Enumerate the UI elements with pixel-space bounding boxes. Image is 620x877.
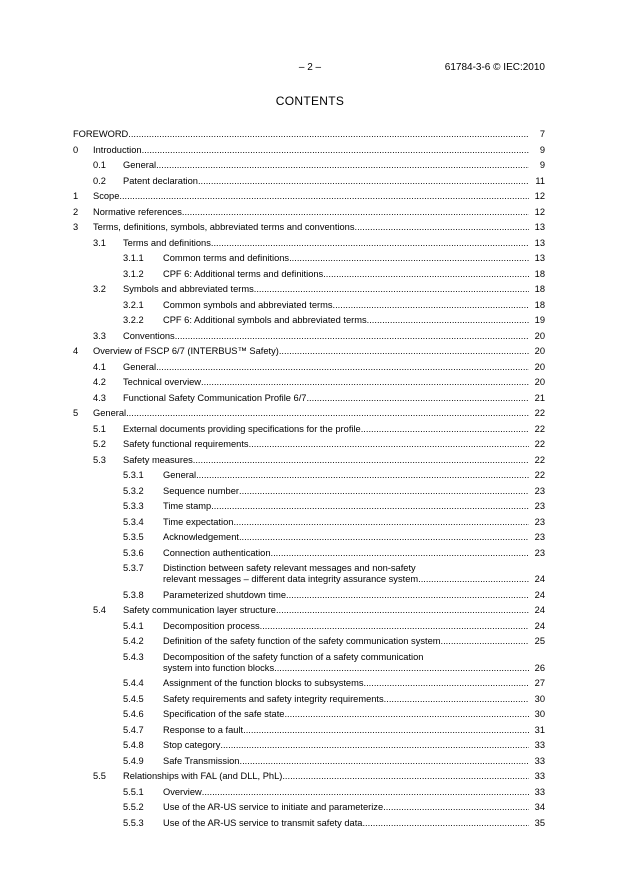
toc-title: General (123, 160, 157, 170)
toc-page-number: 23 (534, 501, 545, 511)
toc-number: 3.2 (93, 284, 106, 294)
toc-number: 3 (73, 222, 79, 232)
toc-page-number: 24 (534, 589, 545, 600)
dot-leader (323, 268, 529, 280)
toc-number: 5.4.5 (123, 693, 144, 704)
toc-page-number: 20 (534, 330, 545, 341)
toc-number: 5.3 (93, 454, 106, 465)
toc-number: 2 (73, 206, 79, 217)
toc-title-line: Decomposition of the safety function of a safety communication (163, 651, 424, 662)
toc-page-number: 23 (534, 485, 545, 496)
toc-number: 5.3.8 (123, 589, 144, 600)
toc-page-number: 30 (534, 693, 545, 704)
toc-page-number: 24 (534, 620, 545, 631)
dot-leader (276, 604, 529, 616)
toc-page-number: 23 (534, 516, 545, 527)
toc-page-number: 22 (534, 423, 545, 434)
toc-page-number: 11 (535, 175, 545, 186)
toc-title: Terms and definitions (123, 237, 211, 248)
dot-leader (211, 237, 529, 249)
toc-page-number: 20 (534, 346, 545, 356)
toc-page-number: 22 (534, 454, 545, 465)
toc-number: 5.1 (93, 423, 106, 434)
toc-page-number: 12 (534, 206, 545, 217)
toc-title: Specification of the safe state (163, 709, 285, 719)
toc-number: 5.4.7 (123, 724, 144, 735)
toc-number: 5.4.4 (123, 678, 144, 688)
toc-title: Safety functional requirements (123, 439, 249, 449)
toc-number: 5.4.2 (123, 636, 144, 646)
dot-leader (441, 635, 530, 647)
toc-title: Safety communication layer structure (123, 605, 276, 615)
toc-page-number: 21 (534, 392, 545, 403)
dot-leader (383, 801, 529, 813)
toc-number: 3.1 (93, 237, 106, 248)
toc-page-number: 33 (534, 755, 545, 766)
dot-leader (286, 589, 529, 601)
toc-page-number: 35 (534, 817, 545, 828)
toc-number: 5.3.5 (123, 532, 144, 542)
toc-page-number: 30 (534, 709, 545, 719)
toc-title: CPF 6: Additional symbols and abbreviated terms (163, 315, 367, 325)
toc-number: 3.2.2 (123, 315, 144, 325)
dot-leader (354, 221, 529, 233)
toc-number: 5.5.3 (123, 817, 144, 828)
dot-leader (418, 573, 529, 585)
toc-page-number: 33 (534, 740, 545, 750)
toc-title: Conventions (123, 330, 175, 341)
toc-page-number: 24 (534, 605, 545, 615)
toc-title: Sequence number (163, 485, 239, 496)
dot-leader (156, 361, 529, 373)
toc-number: 3.1.2 (123, 268, 144, 279)
toc-number: 5.3.1 (123, 470, 144, 480)
toc-page-number: 9 (539, 144, 545, 155)
toc-page-number: 7 (539, 129, 545, 139)
dot-leader (306, 392, 529, 404)
toc-title: Safety measures (123, 454, 193, 465)
toc-title: Symbols and abbreviated terms (123, 284, 254, 294)
toc-number: 5.4.3 (123, 651, 144, 662)
toc-number: 5.4.9 (123, 755, 144, 766)
toc-page-number: 22 (534, 408, 545, 418)
dot-leader (239, 755, 529, 767)
toc-page-number: 13 (534, 222, 545, 232)
toc-number: 0.1 (93, 160, 106, 170)
toc-number: 5.3.2 (123, 485, 144, 496)
toc-title: Relationships with FAL (and DLL, PhL) (123, 771, 283, 781)
toc-title: Introduction (93, 144, 142, 155)
toc-page-number: 20 (534, 361, 545, 372)
toc-title: Parameterized shutdown time (163, 589, 286, 600)
toc-number: 5.3.3 (123, 501, 144, 511)
toc-page-number: 13 (534, 237, 545, 248)
page-number: – 2 – (298, 62, 322, 73)
toc-number: 5 (73, 408, 79, 418)
dot-leader (243, 724, 529, 736)
toc-number: 5.3.4 (123, 516, 144, 527)
toc-title-line: Distinction between safety relevant messages and non-safety (163, 563, 416, 573)
toc-title: Use of the AR-US service to initiate and parameterize (163, 802, 384, 812)
toc-number: 5.4 (93, 605, 106, 615)
toc-number: 4.1 (93, 361, 106, 372)
dot-leader (196, 469, 529, 481)
dot-leader (271, 547, 529, 559)
toc-title: General (123, 361, 157, 372)
toc-title: Time expectation (163, 516, 234, 527)
dot-leader (156, 159, 529, 171)
toc-number: 3.2.1 (123, 299, 144, 310)
toc-number: 0.2 (93, 175, 106, 186)
toc-page-number: 25 (534, 636, 545, 646)
toc-number: 5.4.6 (123, 709, 144, 719)
dot-leader (249, 438, 529, 450)
toc-number: 5.4.1 (123, 620, 144, 631)
toc-number: 5.5.2 (123, 802, 144, 812)
toc-page-number: 9 (539, 160, 545, 170)
dot-leader (126, 407, 529, 419)
toc-page-number: 22 (534, 470, 545, 480)
dot-leader (332, 299, 529, 311)
dot-leader (239, 485, 529, 497)
toc-title: Terms, definitions, symbols, abbreviated terms and conventions (93, 222, 355, 232)
dot-leader (182, 206, 529, 218)
dot-leader (282, 770, 529, 782)
toc-number: 4 (73, 346, 79, 356)
toc-title: Normative references (93, 206, 182, 217)
toc-number: 5.3.6 (123, 547, 144, 558)
toc-page-number: 22 (534, 439, 545, 449)
toc-page-number: 18 (534, 299, 545, 310)
toc-page-number: 13 (534, 253, 545, 263)
dot-leader (367, 314, 529, 326)
toc-title: Safety requirements and safety integrity requirements (163, 693, 384, 704)
toc-title: Patent declaration (123, 175, 198, 186)
toc-number: 4.2 (93, 377, 106, 387)
dot-leader (220, 739, 529, 751)
dot-leader (279, 345, 529, 357)
dot-leader (362, 817, 529, 829)
toc-title: Overview (163, 786, 202, 797)
toc-title: Technical overview (123, 377, 202, 387)
toc-title: Scope (93, 191, 120, 201)
toc-page-number: 19 (534, 315, 545, 325)
toc-number: 5.5 (93, 771, 106, 781)
toc-page-number: 20 (534, 377, 545, 387)
dot-leader (211, 500, 529, 512)
toc-page-number: 31 (534, 724, 545, 735)
toc-page-number: 24 (534, 574, 545, 584)
toc-page-number: 33 (534, 771, 545, 781)
dot-leader (361, 423, 529, 435)
dot-leader (254, 283, 529, 295)
toc-title: Response to a fault (163, 724, 244, 735)
dot-leader (233, 516, 529, 528)
toc-page-number: 23 (534, 532, 545, 542)
toc-title: Time stamp (163, 501, 212, 511)
toc-title: Definition of the safety function of the safety communication system (163, 636, 441, 646)
toc-number: 5.3.7 (123, 563, 144, 573)
toc-title: Decomposition process (163, 620, 260, 631)
dot-leader (142, 144, 529, 156)
toc-title: Functional Safety Communication Profile 6/7 (123, 392, 307, 403)
dot-leader (260, 620, 529, 632)
dot-leader (128, 128, 529, 140)
toc-title: CPF 6: Additional terms and definitions (163, 268, 324, 279)
dot-leader (198, 175, 529, 187)
dot-leader (274, 662, 529, 674)
toc-title: General (163, 470, 197, 480)
toc-number: 5.5.1 (123, 786, 144, 797)
toc-title: External documents providing specifications for the profile (123, 423, 361, 434)
toc-title: Connection authentication (163, 547, 271, 558)
toc-title: Common terms and definitions (163, 253, 290, 263)
toc-title: FOREWORD (73, 129, 129, 139)
toc-page-number: 33 (534, 786, 545, 797)
toc-title: Assignment of the function blocks to subsystems (163, 678, 364, 688)
toc-page-number: 18 (534, 268, 545, 279)
dot-leader (284, 708, 529, 720)
toc-title: system into function blocks (163, 662, 275, 673)
toc-page-number: 12 (534, 191, 545, 201)
contents-title: CONTENTS (275, 94, 345, 108)
toc-number: 0 (73, 144, 79, 155)
dot-leader (289, 252, 529, 264)
dot-leader (193, 454, 529, 466)
toc-page-number: 18 (534, 284, 545, 294)
toc-title: Stop category (163, 740, 221, 750)
toc-page-number: 27 (534, 678, 545, 688)
toc-number: 1 (73, 191, 79, 201)
dot-leader (175, 330, 529, 342)
dot-leader (202, 786, 529, 798)
toc-number: 3.3 (93, 330, 106, 341)
toc-title: Use of the AR-US service to transmit safety data (163, 817, 363, 828)
toc-title: Overview of FSCP 6/7 (INTERBUS™ Safety) (93, 346, 279, 356)
toc-title: Safe Transmission (163, 755, 240, 766)
toc-title: Acknowledgement (163, 532, 239, 542)
toc-page-number: 26 (534, 662, 545, 673)
toc-number: 4.3 (93, 392, 106, 403)
toc-title: Common symbols and abbreviated terms (163, 299, 333, 310)
toc-page-number: 34 (534, 802, 545, 812)
toc-number: 3.1.1 (123, 253, 144, 263)
dot-leader (384, 693, 529, 705)
dot-leader (119, 190, 529, 202)
dot-leader (239, 531, 529, 543)
toc-title: General (93, 408, 127, 418)
dot-leader (201, 376, 529, 388)
toc-title: relevant messages – different data integrity assurance system (163, 574, 419, 584)
dot-leader (364, 677, 530, 689)
toc-number: 5.2 (93, 439, 106, 449)
toc-number: 5.4.8 (123, 740, 144, 750)
toc-page-number: 23 (534, 547, 545, 558)
document-id: 61784-3-6 © IEC:2010 (444, 62, 545, 73)
